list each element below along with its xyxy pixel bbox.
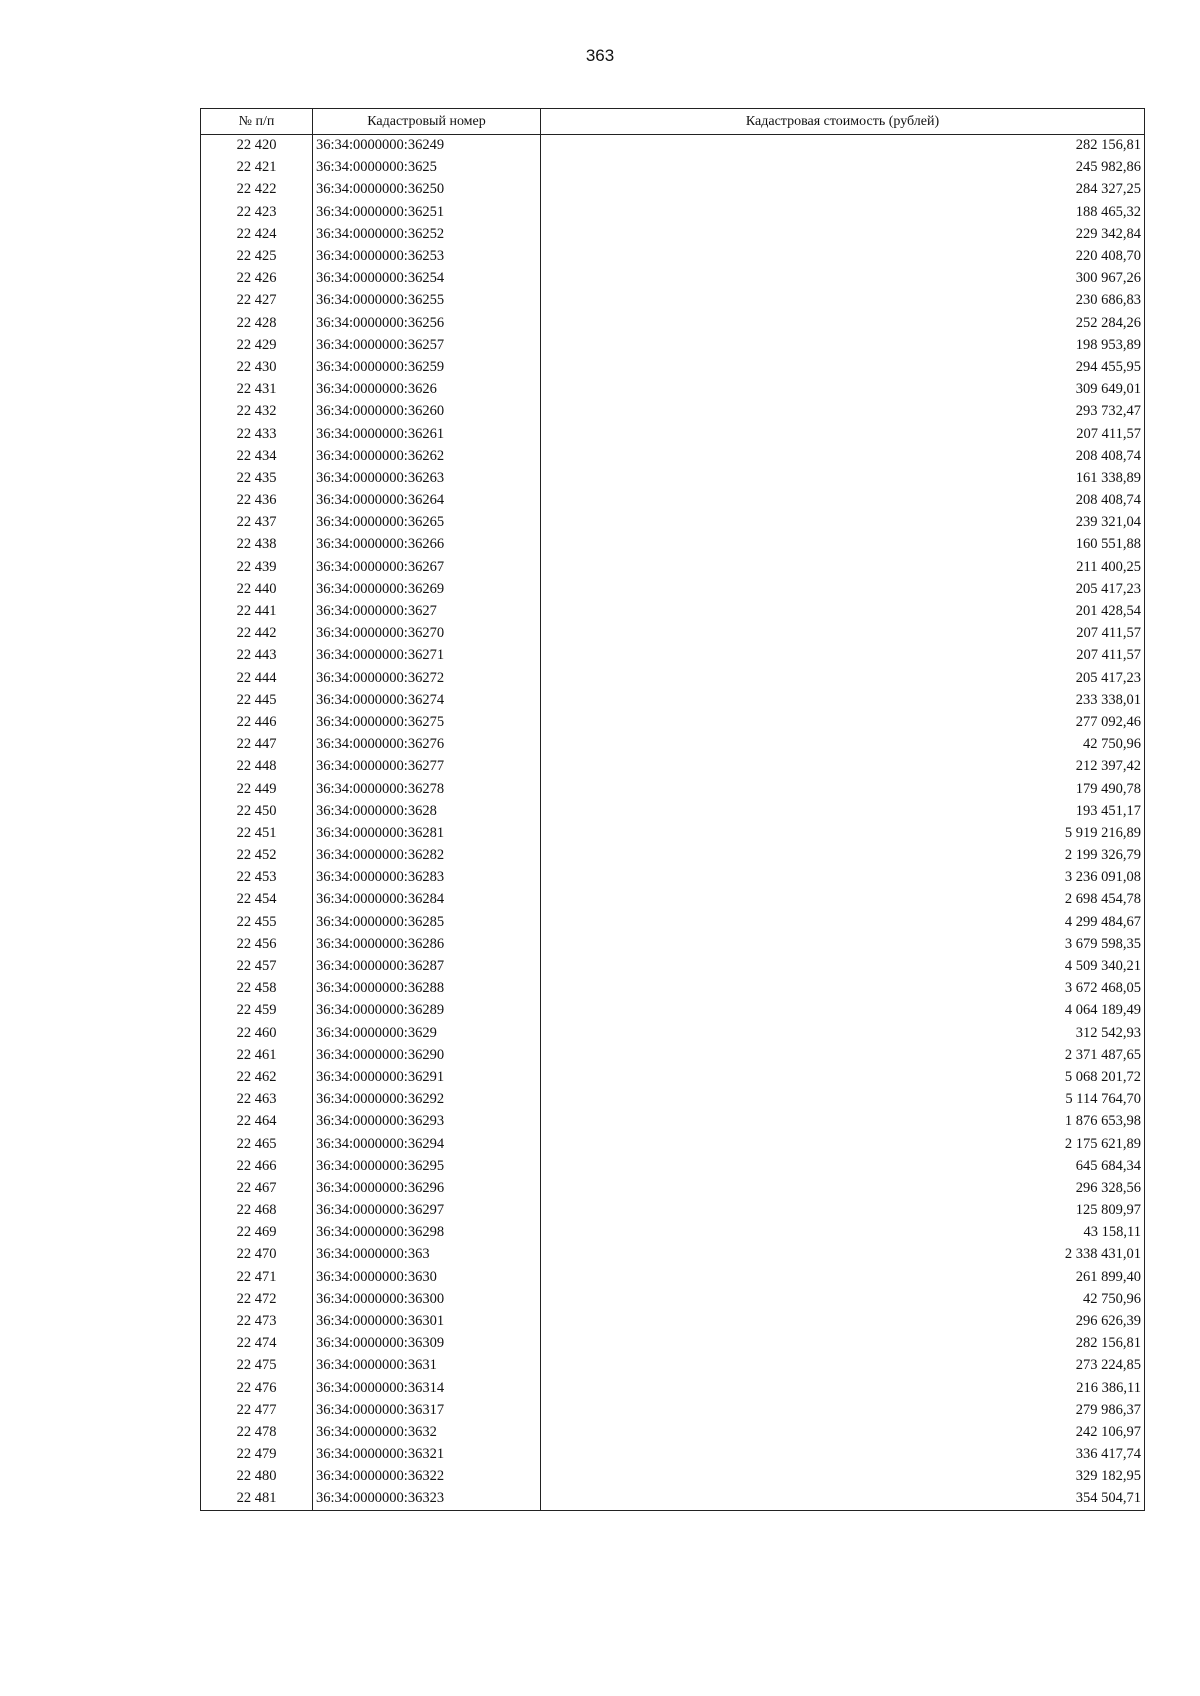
- cadastral-number-cell: 36:34:0000000:36276: [313, 734, 541, 756]
- cadastral-number-cell: 36:34:0000000:36262: [313, 445, 541, 467]
- cadastral-value-cell: 282 156,81: [541, 1333, 1145, 1355]
- cadastral-number-cell: 36:34:0000000:36300: [313, 1288, 541, 1310]
- cadastral-number-cell: 36:34:0000000:3632: [313, 1421, 541, 1443]
- cadastral-value-cell: 3 672 468,05: [541, 978, 1145, 1000]
- row-number-cell: 22 436: [201, 490, 313, 512]
- cadastral-number-cell: 36:34:0000000:36286: [313, 933, 541, 955]
- cadastral-value-cell: 2 199 326,79: [541, 845, 1145, 867]
- row-number-cell: 22 477: [201, 1399, 313, 1421]
- cadastral-number-cell: 36:34:0000000:36301: [313, 1310, 541, 1332]
- cadastral-value-cell: 279 986,37: [541, 1399, 1145, 1421]
- cadastral-number-cell: 36:34:0000000:3626: [313, 379, 541, 401]
- table-body: [201, 135, 1145, 1511]
- row-number-cell: 22 441: [201, 600, 313, 622]
- cadastral-value-cell: 2 371 487,65: [541, 1044, 1145, 1066]
- table-row: [201, 978, 1145, 1000]
- row-number-cell: 22 426: [201, 268, 313, 290]
- row-number-cell: 22 439: [201, 556, 313, 578]
- cadastral-number-cell: 36:34:0000000:36282: [313, 845, 541, 867]
- row-number-cell: 22 471: [201, 1266, 313, 1288]
- table-row: [201, 334, 1145, 356]
- table-row: [201, 889, 1145, 911]
- cadastral-value-cell: 3 679 598,35: [541, 933, 1145, 955]
- row-number-cell: 22 445: [201, 689, 313, 711]
- cadastral-number-cell: 36:34:0000000:36275: [313, 711, 541, 733]
- cadastral-number-cell: 36:34:0000000:36271: [313, 645, 541, 667]
- row-number-cell: 22 472: [201, 1288, 313, 1310]
- header-row-number: № п/п: [201, 109, 313, 135]
- table-row: [201, 756, 1145, 778]
- row-number-cell: 22 433: [201, 423, 313, 445]
- cadastral-number-cell: 36:34:0000000:36270: [313, 623, 541, 645]
- table-row: [201, 312, 1145, 334]
- table-row: [201, 490, 1145, 512]
- header-cadastral-number: Кадастровый номер: [313, 109, 541, 135]
- row-number-cell: 22 469: [201, 1222, 313, 1244]
- cadastral-value-cell: 216 386,11: [541, 1377, 1145, 1399]
- cadastral-number-cell: 36:34:0000000:36285: [313, 911, 541, 933]
- row-number-cell: 22 428: [201, 312, 313, 334]
- table-row: [201, 955, 1145, 977]
- cadastral-value-cell: 4 064 189,49: [541, 1000, 1145, 1022]
- row-number-cell: 22 438: [201, 534, 313, 556]
- cadastral-value-cell: 208 408,74: [541, 445, 1145, 467]
- row-number-cell: 22 475: [201, 1355, 313, 1377]
- table-row: [201, 778, 1145, 800]
- cadastral-value-cell: 43 158,11: [541, 1222, 1145, 1244]
- row-number-cell: 22 480: [201, 1466, 313, 1488]
- cadastral-number-cell: 36:34:0000000:36323: [313, 1488, 541, 1510]
- cadastral-value-cell: 329 182,95: [541, 1466, 1145, 1488]
- table-row: [201, 534, 1145, 556]
- cadastral-number-cell: 36:34:0000000:36287: [313, 955, 541, 977]
- row-number-cell: 22 429: [201, 334, 313, 356]
- row-number-cell: 22 467: [201, 1177, 313, 1199]
- cadastral-value-cell: 230 686,83: [541, 290, 1145, 312]
- cadastral-number-cell: 36:34:0000000:36254: [313, 268, 541, 290]
- cadastral-number-cell: 36:34:0000000:36255: [313, 290, 541, 312]
- cadastral-value-cell: 211 400,25: [541, 556, 1145, 578]
- cadastral-number-cell: 36:34:0000000:36267: [313, 556, 541, 578]
- table-row: [201, 1066, 1145, 1088]
- row-number-cell: 22 425: [201, 245, 313, 267]
- table-row: [201, 1200, 1145, 1222]
- cadastral-value-cell: 239 321,04: [541, 512, 1145, 534]
- cadastral-value-cell: 277 092,46: [541, 711, 1145, 733]
- cadastral-value-cell: 179 490,78: [541, 778, 1145, 800]
- row-number-cell: 22 448: [201, 756, 313, 778]
- cadastral-value-cell: 3 236 091,08: [541, 867, 1145, 889]
- table-row: [201, 1222, 1145, 1244]
- cadastral-number-cell: 36:34:0000000:3629: [313, 1022, 541, 1044]
- cadastral-value-cell: 4 299 484,67: [541, 911, 1145, 933]
- table-row: [201, 179, 1145, 201]
- cadastral-value-cell: 198 953,89: [541, 334, 1145, 356]
- cadastral-value-cell: 42 750,96: [541, 734, 1145, 756]
- cadastral-number-cell: 36:34:0000000:3628: [313, 800, 541, 822]
- cadastral-number-cell: 36:34:0000000:36264: [313, 490, 541, 512]
- cadastral-number-cell: 36:34:0000000:36251: [313, 201, 541, 223]
- table-row: [201, 268, 1145, 290]
- cadastral-number-cell: 36:34:0000000:36278: [313, 778, 541, 800]
- cadastral-number-cell: 36:34:0000000:36272: [313, 667, 541, 689]
- table-row: [201, 1466, 1145, 1488]
- row-number-cell: 22 424: [201, 223, 313, 245]
- row-number-cell: 22 437: [201, 512, 313, 534]
- cadastral-number-cell: 36:34:0000000:36257: [313, 334, 541, 356]
- table-row: [201, 1089, 1145, 1111]
- row-number-cell: 22 451: [201, 822, 313, 844]
- table-row: [201, 1444, 1145, 1466]
- cadastral-value-cell: 212 397,42: [541, 756, 1145, 778]
- row-number-cell: 22 440: [201, 578, 313, 600]
- table-row: [201, 1399, 1145, 1421]
- table-row: [201, 379, 1145, 401]
- table-row: [201, 1111, 1145, 1133]
- row-number-cell: 22 461: [201, 1044, 313, 1066]
- cadastral-number-cell: 36:34:0000000:36293: [313, 1111, 541, 1133]
- table-row: [201, 1310, 1145, 1332]
- cadastral-number-cell: 36:34:0000000:36291: [313, 1066, 541, 1088]
- row-number-cell: 22 459: [201, 1000, 313, 1022]
- table-row: [201, 845, 1145, 867]
- cadastral-value-cell: 205 417,23: [541, 578, 1145, 600]
- table-row: [201, 1288, 1145, 1310]
- cadastral-value-cell: 312 542,93: [541, 1022, 1145, 1044]
- row-number-cell: 22 478: [201, 1421, 313, 1443]
- row-number-cell: 22 422: [201, 179, 313, 201]
- row-number-cell: 22 465: [201, 1133, 313, 1155]
- cadastral-value-cell: 208 408,74: [541, 490, 1145, 512]
- cadastral-value-cell: 2 698 454,78: [541, 889, 1145, 911]
- table-row: [201, 623, 1145, 645]
- row-number-cell: 22 476: [201, 1377, 313, 1399]
- table-row: [201, 1155, 1145, 1177]
- table-row: [201, 1333, 1145, 1355]
- cadastral-value-cell: 245 982,86: [541, 157, 1145, 179]
- table-row: [201, 933, 1145, 955]
- table-row: [201, 711, 1145, 733]
- cadastral-number-cell: 36:34:0000000:36321: [313, 1444, 541, 1466]
- row-number-cell: 22 444: [201, 667, 313, 689]
- cadastral-number-cell: 36:34:0000000:36288: [313, 978, 541, 1000]
- row-number-cell: 22 427: [201, 290, 313, 312]
- cadastral-value-cell: 4 509 340,21: [541, 955, 1145, 977]
- table-row: [201, 689, 1145, 711]
- row-number-cell: 22 479: [201, 1444, 313, 1466]
- row-number-cell: 22 463: [201, 1089, 313, 1111]
- cadastral-number-cell: 36:34:0000000:36317: [313, 1399, 541, 1421]
- row-number-cell: 22 434: [201, 445, 313, 467]
- table-row: [201, 1133, 1145, 1155]
- row-number-cell: 22 468: [201, 1200, 313, 1222]
- cadastral-value-cell: 193 451,17: [541, 800, 1145, 822]
- table-row: [201, 201, 1145, 223]
- table-row: [201, 445, 1145, 467]
- row-number-cell: 22 452: [201, 845, 313, 867]
- cadastral-number-cell: 36:34:0000000:36297: [313, 1200, 541, 1222]
- row-number-cell: 22 460: [201, 1022, 313, 1044]
- row-number-cell: 22 435: [201, 467, 313, 489]
- cadastral-number-cell: 36:34:0000000:36298: [313, 1222, 541, 1244]
- table-row: [201, 867, 1145, 889]
- cadastral-number-cell: 36:34:0000000:36281: [313, 822, 541, 844]
- row-number-cell: 22 470: [201, 1244, 313, 1266]
- table-row: [201, 1377, 1145, 1399]
- row-number-cell: 22 430: [201, 356, 313, 378]
- table-row: [201, 157, 1145, 179]
- cadastral-number-cell: 36:34:0000000:3631: [313, 1355, 541, 1377]
- cadastral-value-cell: 229 342,84: [541, 223, 1145, 245]
- cadastral-value-cell: 252 284,26: [541, 312, 1145, 334]
- table-row: [201, 1044, 1145, 1066]
- cadastral-number-cell: 36:34:0000000:36296: [313, 1177, 541, 1199]
- table-row: [201, 512, 1145, 534]
- cadastral-number-cell: 36:34:0000000:36252: [313, 223, 541, 245]
- table-row: [201, 645, 1145, 667]
- cadastral-value-cell: 354 504,71: [541, 1488, 1145, 1510]
- cadastral-value-cell: 273 224,85: [541, 1355, 1145, 1377]
- cadastral-number-cell: 36:34:0000000:36253: [313, 245, 541, 267]
- table-row: [201, 1022, 1145, 1044]
- cadastral-value-cell: 309 649,01: [541, 379, 1145, 401]
- cadastral-number-cell: 36:34:0000000:36260: [313, 401, 541, 423]
- table-row: [201, 423, 1145, 445]
- row-number-cell: 22 481: [201, 1488, 313, 1510]
- cadastral-value-cell: 207 411,57: [541, 423, 1145, 445]
- row-number-cell: 22 462: [201, 1066, 313, 1088]
- cadastral-number-cell: 36:34:0000000:36266: [313, 534, 541, 556]
- row-number-cell: 22 421: [201, 157, 313, 179]
- cadastral-number-cell: 36:34:0000000:36250: [313, 179, 541, 201]
- cadastral-value-cell: 282 156,81: [541, 135, 1145, 157]
- row-number-cell: 22 423: [201, 201, 313, 223]
- row-number-cell: 22 474: [201, 1333, 313, 1355]
- cadastral-value-cell: 2 175 621,89: [541, 1133, 1145, 1155]
- row-number-cell: 22 457: [201, 955, 313, 977]
- cadastral-value-cell: 300 967,26: [541, 268, 1145, 290]
- row-number-cell: 22 450: [201, 800, 313, 822]
- cadastral-number-cell: 36:34:0000000:36314: [313, 1377, 541, 1399]
- cadastral-number-cell: 36:34:0000000:36309: [313, 1333, 541, 1355]
- cadastral-value-cell: 5 919 216,89: [541, 822, 1145, 844]
- cadastral-number-cell: 36:34:0000000:36322: [313, 1466, 541, 1488]
- cadastral-value-cell: 125 809,97: [541, 1200, 1145, 1222]
- cadastral-value-cell: 296 328,56: [541, 1177, 1145, 1199]
- row-number-cell: 22 454: [201, 889, 313, 911]
- table-row: [201, 600, 1145, 622]
- table-row: [201, 356, 1145, 378]
- row-number-cell: 22 456: [201, 933, 313, 955]
- table-row: [201, 1000, 1145, 1022]
- cadastral-number-cell: 36:34:0000000:36259: [313, 356, 541, 378]
- cadastral-value-cell: 2 338 431,01: [541, 1244, 1145, 1266]
- row-number-cell: 22 453: [201, 867, 313, 889]
- table-row: [201, 290, 1145, 312]
- page-number: 363: [585, 46, 615, 65]
- cadastral-value-cell: 261 899,40: [541, 1266, 1145, 1288]
- cadastral-number-cell: 36:34:0000000:36269: [313, 578, 541, 600]
- table-row: [201, 1421, 1145, 1443]
- table-row: [201, 1355, 1145, 1377]
- cadastral-number-cell: 36:34:0000000:36274: [313, 689, 541, 711]
- row-number-cell: 22 464: [201, 1111, 313, 1133]
- cadastral-value-cell: 1 876 653,98: [541, 1111, 1145, 1133]
- cadastral-value-cell: 242 106,97: [541, 1421, 1145, 1443]
- table-row: [201, 135, 1145, 157]
- cadastral-value-cell: 161 338,89: [541, 467, 1145, 489]
- table-row: [201, 578, 1145, 600]
- cadastral-number-cell: 36:34:0000000:3630: [313, 1266, 541, 1288]
- cadastral-value-cell: 5 068 201,72: [541, 1066, 1145, 1088]
- table-row: [201, 734, 1145, 756]
- cadastral-number-cell: 36:34:0000000:36261: [313, 423, 541, 445]
- cadastral-value-table: [200, 108, 1145, 1511]
- cadastral-number-cell: 36:34:0000000:36283: [313, 867, 541, 889]
- table-row: [201, 667, 1145, 689]
- cadastral-value-cell: 284 327,25: [541, 179, 1145, 201]
- cadastral-number-cell: 36:34:0000000:36284: [313, 889, 541, 911]
- row-number-cell: 22 446: [201, 711, 313, 733]
- cadastral-value-cell: 293 732,47: [541, 401, 1145, 423]
- cadastral-value-cell: 42 750,96: [541, 1288, 1145, 1310]
- cadastral-value-cell: 220 408,70: [541, 245, 1145, 267]
- row-number-cell: 22 458: [201, 978, 313, 1000]
- cadastral-number-cell: 36:34:0000000:36289: [313, 1000, 541, 1022]
- table-row: [201, 1266, 1145, 1288]
- row-number-cell: 22 466: [201, 1155, 313, 1177]
- cadastral-value-cell: 207 411,57: [541, 623, 1145, 645]
- table-row: [201, 800, 1145, 822]
- row-number-cell: 22 455: [201, 911, 313, 933]
- cadastral-value-cell: 233 338,01: [541, 689, 1145, 711]
- row-number-cell: 22 443: [201, 645, 313, 667]
- cadastral-number-cell: 36:34:0000000:36294: [313, 1133, 541, 1155]
- cadastral-number-cell: 36:34:0000000:36249: [313, 135, 541, 157]
- table-row: [201, 822, 1145, 844]
- cadastral-value-cell: 294 455,95: [541, 356, 1145, 378]
- table-row: [201, 467, 1145, 489]
- cadastral-number-cell: 36:34:0000000:363: [313, 1244, 541, 1266]
- cadastral-number-cell: 36:34:0000000:36263: [313, 467, 541, 489]
- table-header-row: [201, 109, 1145, 135]
- cadastral-value-cell: 188 465,32: [541, 201, 1145, 223]
- cadastral-value-cell: 160 551,88: [541, 534, 1145, 556]
- cadastral-number-cell: 36:34:0000000:36290: [313, 1044, 541, 1066]
- table-row: [201, 556, 1145, 578]
- row-number-cell: 22 447: [201, 734, 313, 756]
- row-number-cell: 22 431: [201, 379, 313, 401]
- cadastral-number-cell: 36:34:0000000:36295: [313, 1155, 541, 1177]
- cadastral-value-cell: 296 626,39: [541, 1310, 1145, 1332]
- header-cadastral-value: Кадастровая стоимость (рублей): [541, 109, 1145, 135]
- cadastral-number-cell: 36:34:0000000:3627: [313, 600, 541, 622]
- table-row: [201, 245, 1145, 267]
- row-number-cell: 22 442: [201, 623, 313, 645]
- cadastral-number-cell: 36:34:0000000:36256: [313, 312, 541, 334]
- table-row: [201, 223, 1145, 245]
- row-number-cell: 22 473: [201, 1310, 313, 1332]
- row-number-cell: 22 420: [201, 135, 313, 157]
- cadastral-value-cell: 645 684,34: [541, 1155, 1145, 1177]
- cadastral-number-cell: 36:34:0000000:36292: [313, 1089, 541, 1111]
- table-row: [201, 401, 1145, 423]
- row-number-cell: 22 432: [201, 401, 313, 423]
- cadastral-number-cell: 36:34:0000000:36277: [313, 756, 541, 778]
- row-number-cell: 22 449: [201, 778, 313, 800]
- cadastral-value-cell: 336 417,74: [541, 1444, 1145, 1466]
- cadastral-number-cell: 36:34:0000000:3625: [313, 157, 541, 179]
- cadastral-value-cell: 5 114 764,70: [541, 1089, 1145, 1111]
- table-row: [201, 1177, 1145, 1199]
- table-row: [201, 911, 1145, 933]
- table-row: [201, 1244, 1145, 1266]
- cadastral-value-cell: 205 417,23: [541, 667, 1145, 689]
- table-row: [201, 1488, 1145, 1510]
- cadastral-value-cell: 207 411,57: [541, 645, 1145, 667]
- cadastral-number-cell: 36:34:0000000:36265: [313, 512, 541, 534]
- cadastral-value-cell: 201 428,54: [541, 600, 1145, 622]
